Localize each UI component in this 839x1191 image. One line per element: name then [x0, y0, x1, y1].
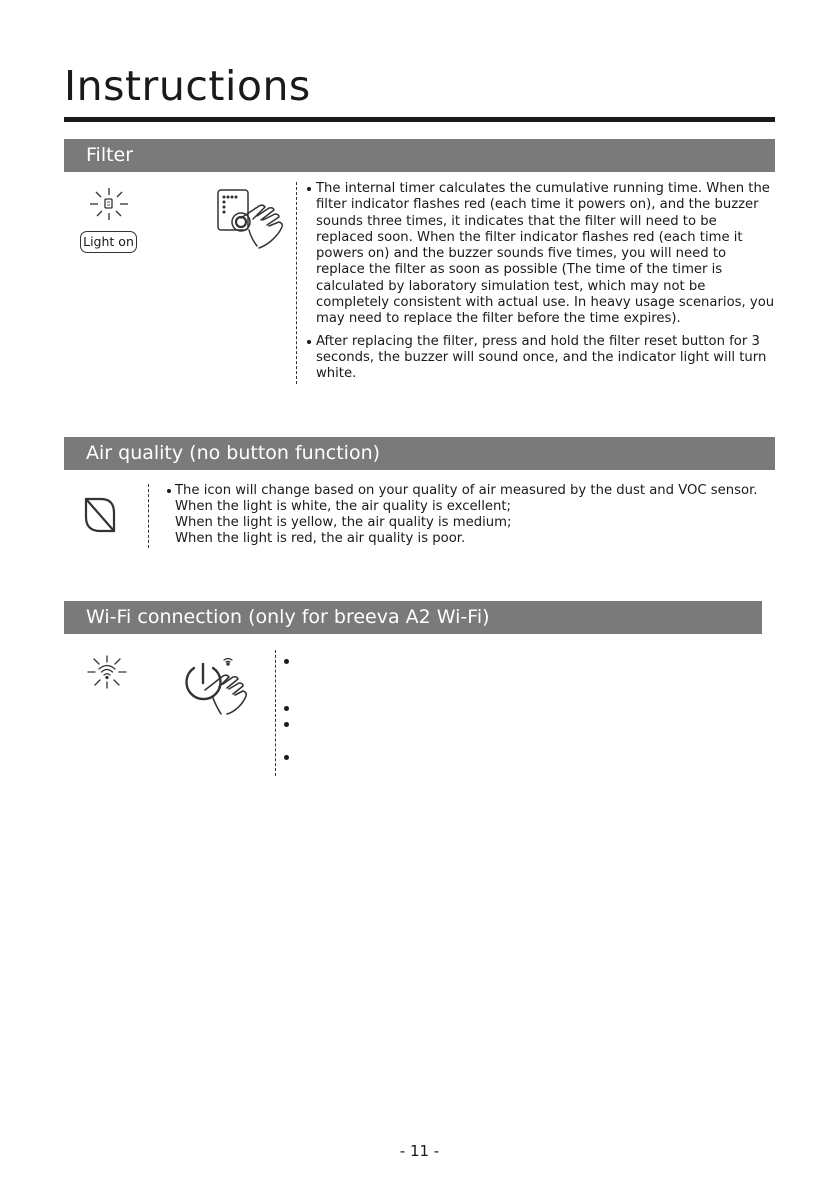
wifi-section-heading: Wi-Fi connection (only for breeva A2 Wi-Fi): [64, 601, 762, 634]
air-quality-line-3: When the light is yellow, the air quality is medium;: [175, 515, 512, 530]
leaf-icon: [83, 496, 117, 534]
page-title: Instructions: [64, 62, 311, 110]
air-quality-section-heading: Air quality (no button function): [64, 437, 775, 470]
wifi-bullet-2: [284, 706, 289, 711]
title-rule: [64, 117, 775, 122]
air-quality-text: [167, 483, 757, 547]
filter-paragraph-1: The internal timer calculates the cumulative running time. When the filter indicator flashes red (each time it powers on), and the buzzer sounds three times, it indicates that the filter will need to be replaced soon. When the filter indicator flashes red (each time it powers on) and the buzzer sounds five times, you will need to replace the filter as soon as possible (The time of the timer is calculated by laboratory simulation test, which may not be completely consistent with actual use. In heavy usage scenarios, you may need to replace the filter before the time expires).: [307, 181, 777, 328]
filter-paragraph-2: After replacing the filter, press and hold the filter reset button for 3 seconds, the buzzer will sound once, and the indicator light will turn white.: [307, 334, 777, 383]
power-button-press-icon: [183, 654, 255, 716]
filter-divider: [296, 182, 297, 384]
wifi-bullet-3: [284, 722, 289, 727]
light-on-badge: Light on: [80, 231, 137, 253]
wifi-bullet-1: [284, 659, 289, 664]
air-quality-line-2: When the light is white, the air quality is excellent;: [175, 499, 511, 514]
air-quality-divider: [148, 484, 149, 548]
filter-indicator-icon: [88, 186, 130, 222]
filter-reset-press-icon: [213, 188, 289, 252]
wifi-bullet-4: [284, 755, 289, 760]
air-quality-line-4: When the light is red, the air quality is poor.: [175, 531, 466, 546]
wifi-indicator-icon: [86, 654, 128, 690]
air-quality-line-1: The icon will change based on your quality of air measured by the dust and VOC sensor.: [167, 483, 757, 499]
filter-section-heading: Filter: [64, 139, 775, 172]
filter-text: [307, 181, 777, 383]
wifi-divider: [275, 650, 276, 776]
page-number: - 11 -: [399, 1142, 440, 1160]
